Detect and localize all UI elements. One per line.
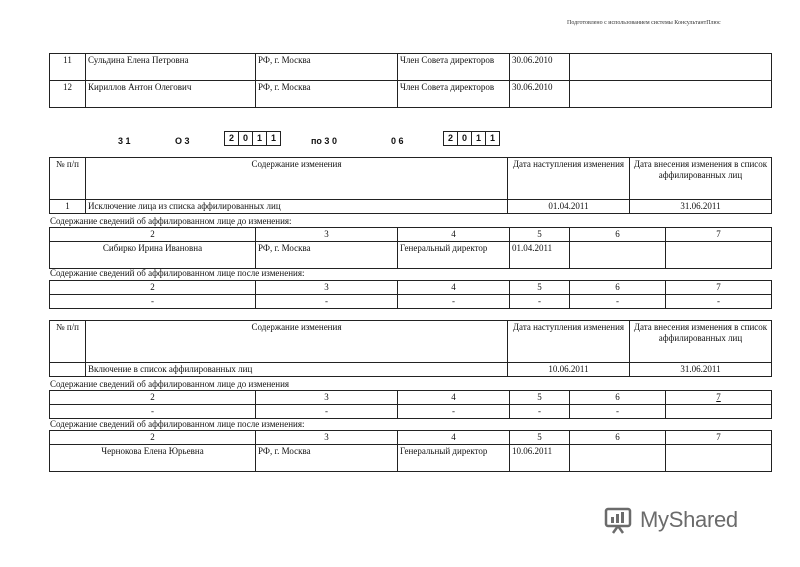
affiliates-table-top xyxy=(49,53,772,108)
location: РФ, г. Москва xyxy=(256,445,398,472)
after-label-2: Содержание сведений об аффилированном лице после изменения: xyxy=(50,419,305,429)
period-month-to: 0 6 xyxy=(391,136,404,146)
dash-cell: - xyxy=(570,295,666,309)
col-number: 4 xyxy=(398,391,510,405)
col-header-num: № п/п xyxy=(50,158,86,200)
table-row xyxy=(50,445,772,472)
dash-cell: - xyxy=(256,295,398,309)
col-header-date-occ: Дата наступления изменения xyxy=(508,158,630,200)
col-header-num: № п/п xyxy=(50,321,86,363)
col-header-date-entry: Дата внесения изменения в список аффилированных лиц xyxy=(630,158,772,200)
col-number: 6 xyxy=(570,431,666,445)
period-day-from: 3 1 xyxy=(118,136,131,146)
after-table-1 xyxy=(49,280,772,309)
year-digit: 2 xyxy=(224,131,239,146)
change-date-entry: 31.06.2011 xyxy=(630,200,772,214)
person-name: Сибирко Ирина Ивановна xyxy=(50,242,256,269)
changes-table-1 xyxy=(49,157,772,214)
dash-cell: - xyxy=(570,405,666,419)
table-row xyxy=(50,295,772,309)
dash-cell: - xyxy=(510,405,570,419)
col-number: 5 xyxy=(510,431,570,445)
period-to-label: по 3 0 xyxy=(311,136,337,146)
col-number: 7 xyxy=(666,228,772,242)
date: 30.06.2010 xyxy=(510,54,570,81)
col-header-content: Содержание изменения xyxy=(86,321,508,363)
dash-cell: - xyxy=(50,405,256,419)
period-year-to xyxy=(444,131,500,146)
row-num: 12 xyxy=(50,81,86,108)
column-numbers xyxy=(50,431,772,445)
table-header xyxy=(50,158,772,200)
year-digit: 1 xyxy=(471,131,486,146)
col-number: 7 xyxy=(666,391,772,405)
basis: Генеральный директор xyxy=(398,445,510,472)
col-number: 3 xyxy=(256,281,398,295)
change-content: Исключение лица из списка аффилированных лиц xyxy=(86,200,508,214)
change-date-occ: 01.04.2011 xyxy=(508,200,630,214)
table-row xyxy=(50,405,772,419)
col-header-content: Содержание изменения xyxy=(86,158,508,200)
before-label-1: Содержание сведений об аффилированном лице до изменения: xyxy=(50,216,292,226)
change-num: 1 xyxy=(50,200,86,214)
dash-cell: - xyxy=(256,405,398,419)
col-number: 2 xyxy=(50,431,256,445)
before-label-2: Содержание сведений об аффилированном лице до изменения xyxy=(50,379,290,389)
year-digit: 1 xyxy=(485,131,500,146)
col-number: 4 xyxy=(398,281,510,295)
date: 30.06.2010 xyxy=(510,81,570,108)
empty-cell xyxy=(570,242,666,269)
after-label-1: Содержание сведений об аффилированном лице после изменения: xyxy=(50,268,305,278)
empty-cell xyxy=(570,54,772,81)
col-number: 4 xyxy=(398,228,510,242)
year-digit: 1 xyxy=(266,131,281,146)
col-number: 5 xyxy=(510,281,570,295)
basis: Член Совета директоров xyxy=(398,81,510,108)
col-number: 2 xyxy=(50,281,256,295)
col-number: 4 xyxy=(398,431,510,445)
table-header xyxy=(50,321,772,363)
column-numbers xyxy=(50,391,772,405)
col-number: 3 xyxy=(256,228,398,242)
change-date-occ: 10.06.2011 xyxy=(508,363,630,377)
col-number: 7 xyxy=(666,281,772,295)
table-row xyxy=(50,81,772,108)
dash-cell: - xyxy=(398,295,510,309)
before-table-1 xyxy=(49,227,772,269)
period-month-from: О 3 xyxy=(175,136,190,146)
dash-cell: - xyxy=(398,405,510,419)
col-number: 5 xyxy=(510,391,570,405)
column-numbers xyxy=(50,228,772,242)
dash-cell: - xyxy=(50,295,256,309)
changes-table-2 xyxy=(49,320,772,377)
dash-cell: - xyxy=(510,295,570,309)
table-row xyxy=(50,242,772,269)
empty-cell xyxy=(666,242,772,269)
col-number: 6 xyxy=(570,228,666,242)
person-name: Кириллов Антон Олегович xyxy=(86,81,256,108)
year-digit: 0 xyxy=(238,131,253,146)
table-row xyxy=(50,363,772,377)
change-num xyxy=(50,363,86,377)
location: РФ, г. Москва xyxy=(256,242,398,269)
date: 01.04.2011 xyxy=(510,242,570,269)
empty-cell xyxy=(666,445,772,472)
col-number: 2 xyxy=(50,391,256,405)
before-table-2 xyxy=(49,390,772,419)
table-row xyxy=(50,54,772,81)
empty-cell xyxy=(570,81,772,108)
person-name: Сульдина Елена Петровна xyxy=(86,54,256,81)
basis: Член Совета директоров xyxy=(398,54,510,81)
change-content: Включение в список аффилированных лиц xyxy=(86,363,508,377)
col-header-date-entry: Дата внесения изменения в список аффилированных лиц xyxy=(630,321,772,363)
basis: Генеральный директор xyxy=(398,242,510,269)
col-number: 3 xyxy=(256,391,398,405)
after-table-2 xyxy=(49,430,772,472)
logo-text: MyShared xyxy=(640,507,738,532)
location: РФ, г. Москва xyxy=(256,54,398,81)
empty-cell xyxy=(570,445,666,472)
location: РФ, г. Москва xyxy=(256,81,398,108)
year-digit: 1 xyxy=(252,131,267,146)
table-row xyxy=(50,200,772,214)
date: 10.06.2011 xyxy=(510,445,570,472)
row-num: 11 xyxy=(50,54,86,81)
myshared-logo xyxy=(604,505,738,535)
column-numbers xyxy=(50,281,772,295)
period-year-from xyxy=(225,131,281,146)
change-date-entry: 31.06.2011 xyxy=(630,363,772,377)
presentation-icon xyxy=(604,505,634,535)
dash-cell: - xyxy=(666,295,772,309)
col-number: 6 xyxy=(570,281,666,295)
col-number: 3 xyxy=(256,431,398,445)
col-number: 7 xyxy=(666,431,772,445)
col-number: 6 xyxy=(570,391,666,405)
year-digit: 2 xyxy=(443,131,458,146)
col-header-date-occ: Дата наступления изменения xyxy=(508,321,630,363)
empty-cell xyxy=(666,405,772,419)
col-number: 2 xyxy=(50,228,256,242)
prepared-note: Подготовлено с использованием системы КонсультантПлюс xyxy=(567,20,721,26)
col-number: 5 xyxy=(510,228,570,242)
person-name: Чернокова Елена Юрьевна xyxy=(50,445,256,472)
year-digit: 0 xyxy=(457,131,472,146)
